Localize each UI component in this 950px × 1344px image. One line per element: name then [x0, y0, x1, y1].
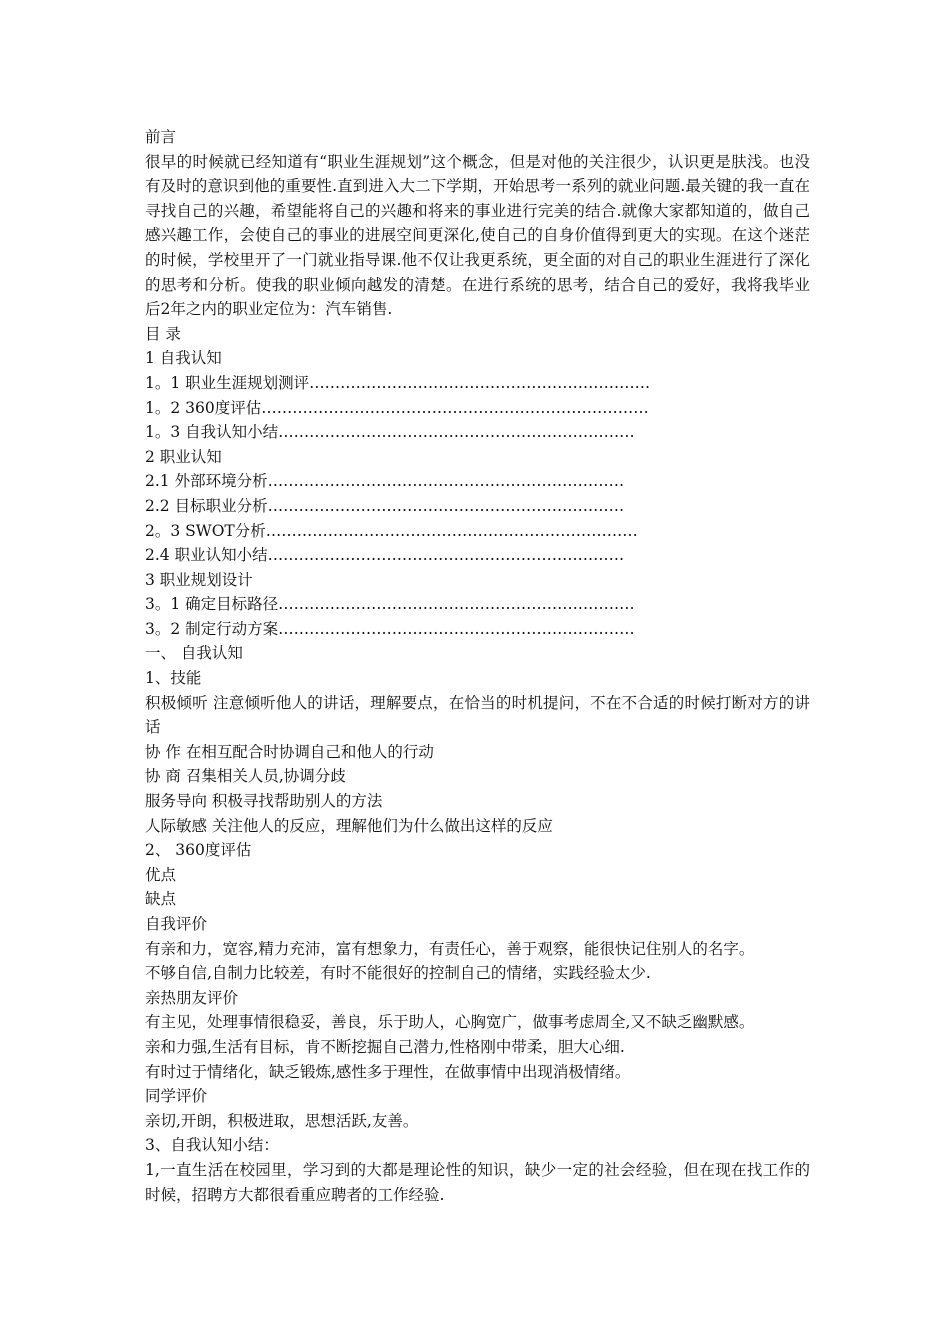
skill-sensitivity: 人际敏感 关注他人的反应，理解他们为什么做出这样的反应	[145, 816, 553, 835]
toc-item: 1 自我认知	[145, 349, 222, 368]
strengths-label: 优点	[145, 865, 177, 884]
skill-negotiation: 协 商 召集相关人员,协调分歧	[145, 767, 346, 786]
toc-item: 3 职业规划设计	[145, 570, 253, 589]
toc-item: 2 职业认知	[145, 447, 222, 466]
document-page	[145, 125, 810, 1207]
friends-eval-label: 亲热朋友评价	[145, 988, 239, 1007]
friends-eval-line: 有主见，处理事情很稳妥，善良，乐于助人，心胸宽广，做事考虑周全,又不缺乏幽默感。	[145, 1013, 755, 1032]
friends-eval-line: 亲和力强,生活有目标，肯不断挖掘自己潜力,性格刚中带柔，胆大心细.	[145, 1037, 625, 1056]
toc-item: 3。2 制定行动方案……………………………………………………………	[145, 619, 635, 638]
skill-cooperation: 协 作 在相互配合时协调自己和他人的行动	[145, 742, 434, 761]
eval-heading: 2、 360度评估	[145, 841, 252, 860]
toc-item: 2。3 SWOT分析………………………………………………………………	[145, 521, 638, 540]
toc-item: 2.4 职业认知小结……………………………………………………………	[145, 546, 625, 565]
toc-item: 2.1 外部环境分析……………………………………………………………	[145, 472, 625, 491]
toc-item: 1。1 职业生涯规划测评…………………………………………………………	[145, 373, 651, 392]
toc-heading: 目 录	[145, 324, 181, 343]
preface-heading: 前言	[145, 128, 177, 146]
toc-item: 1。2 360度评估…………………………………………………………………	[145, 398, 649, 417]
toc-item: 2.2 目标职业分析……………………………………………………………	[145, 496, 625, 515]
toc-item: 3。1 确定目标路径……………………………………………………………	[145, 595, 635, 614]
toc-item: 1。3 自我认知小结……………………………………………………………	[145, 423, 635, 442]
summary-heading: 3、自我认知小结：	[145, 1136, 279, 1155]
self-eval-label: 自我评价	[145, 915, 208, 933]
section-heading: 一、 自我认知	[145, 644, 243, 663]
self-eval-strengths: 有亲和力，宽容,精力充沛，富有想象力，有责任心，善于观察，能很快记住别人的名字。	[145, 939, 755, 958]
skill-listening: 积极倾听 注意倾听他人的讲话，理解要点，在恰当的时机提问，不在不合适的时候打断对方的讲话	[145, 693, 810, 737]
self-eval-weaknesses: 不够自信,自制力比较差，有时不能很好的控制自己的情绪，实践经验太少.	[145, 964, 651, 983]
summary-item: 1,一直生活在校园里，学习到的大都是理论性的知识，缺少一定的社会经验，但在现在找工作的时候，招聘方大都很看重应聘者的工作经验.	[145, 1160, 810, 1204]
weaknesses-label: 缺点	[145, 890, 177, 909]
classmates-eval: 亲切,开朗，积极进取，思想活跃,友善。	[145, 1111, 419, 1130]
skills-heading: 1、技能	[145, 669, 202, 688]
friends-eval-line: 有时过于情绪化，缺乏锻炼,感性多于理性，在做事情中出现消极情绪。	[145, 1062, 631, 1081]
skill-service: 服务导向 积极寻找帮助别人的方法	[145, 792, 383, 811]
preface-body: 很早的时候就已经知道有“职业生涯规划”这个概念，但是对他的关注很少，认识更是肤浅。也没有及时的意识到他的重要性.直到进入大二下学期，开始思考一系列的就业问题.最关键的我一直在寻找自己的兴趣，希望能将自己的兴趣和将来的事业进行完美的结合.就像大家都知道的，做自己感兴趣工作，会使自己的事业的进展空间更深化,使自己的自身价值得到更大的实现。在这个迷茫的时候，学校里开了一门就业指导课.他不仅让我更系统，更全面的对自己的职业生涯进行了深化的思考和分析。使我的职业倾向越发的清楚。在进行系统的思考，结合自己的爱好，我将我毕业后2年之内的职业定位为：汽车销售.	[145, 152, 810, 319]
classmates-eval-label: 同学评价	[145, 1087, 208, 1106]
